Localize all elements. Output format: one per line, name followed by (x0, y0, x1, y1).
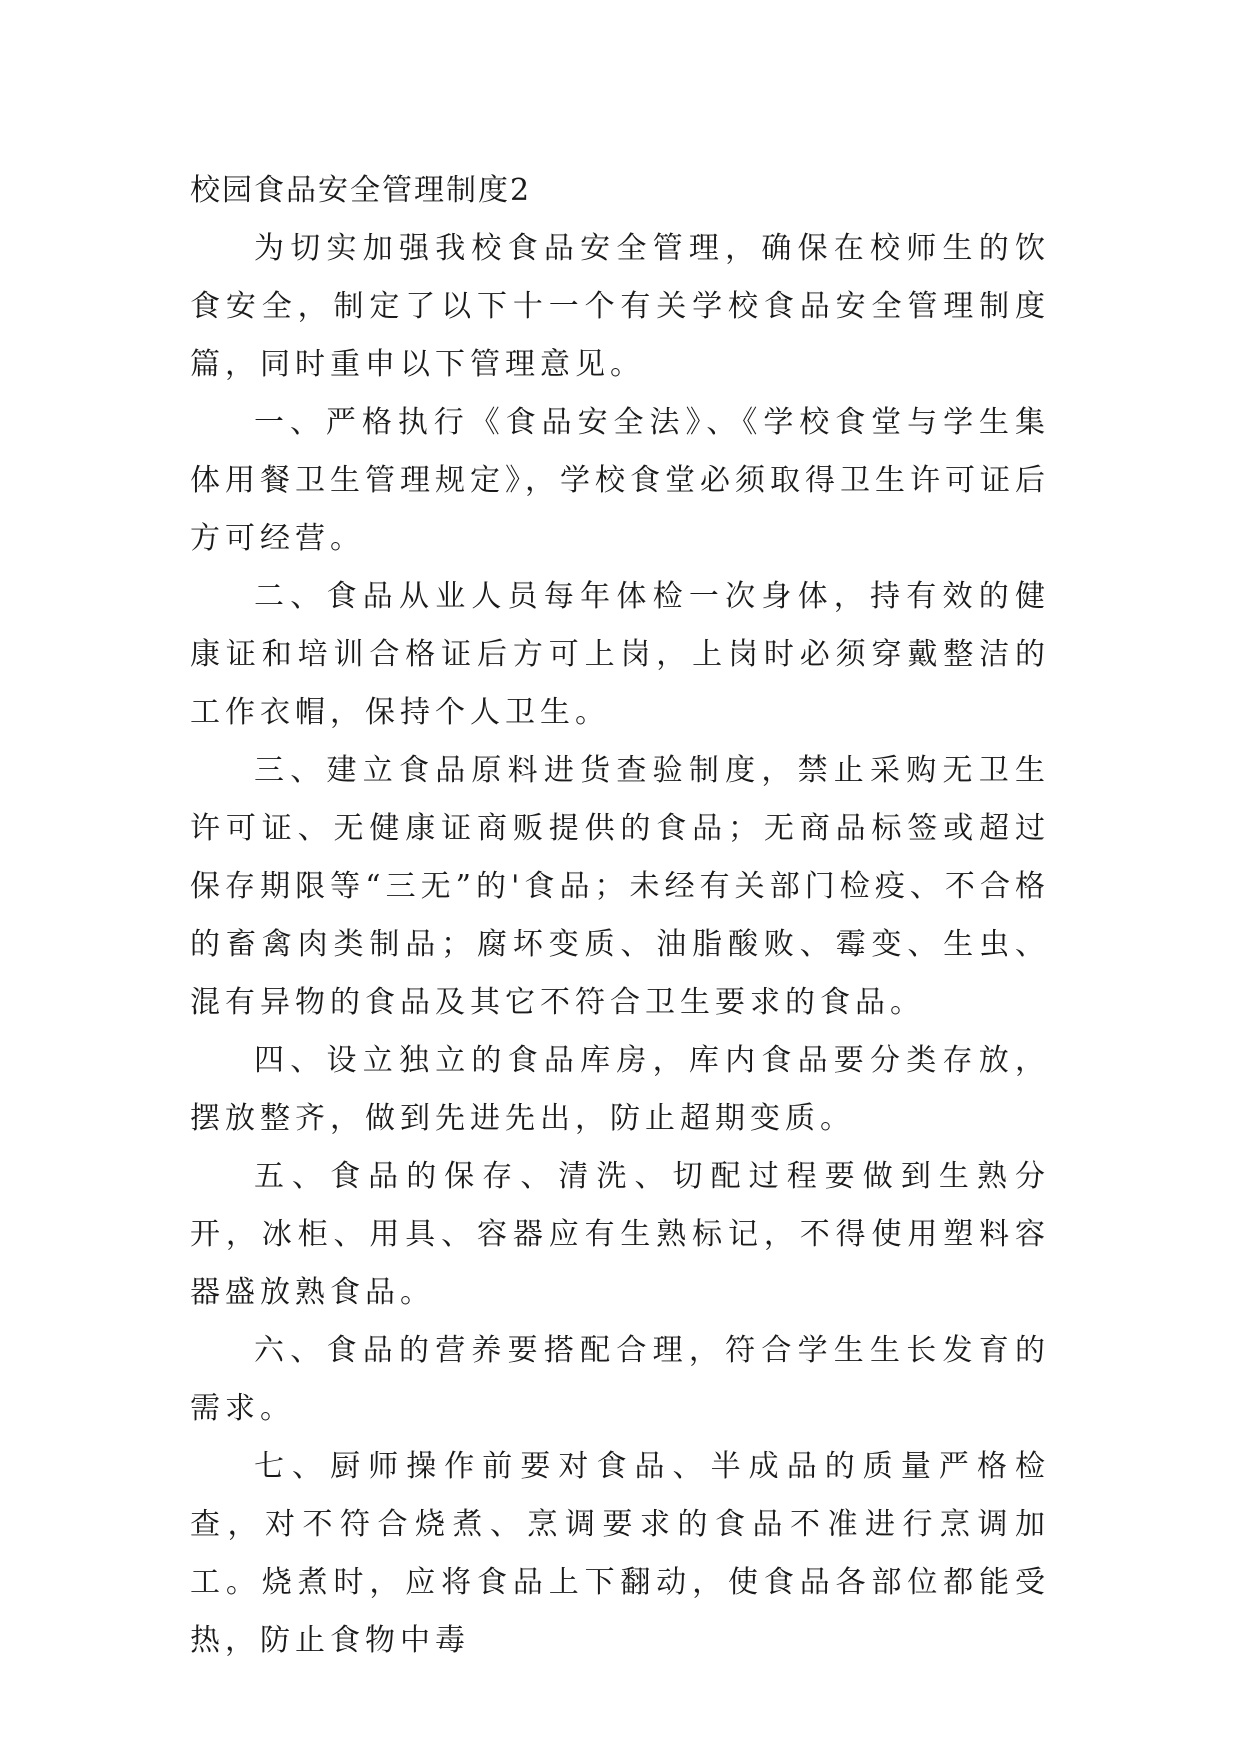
paragraph-rule-3: 三、建立食品原料进货查验制度，禁止采购无卫生许可证、无健康证商贩提供的食品；无商品标签或超过保存期限等“三无”的'食品；未经有关部门检疫、不合格的畜禽肉类制品；腐坏变质、油脂酸败、霉变、生虫、混有异物的食品及其它不符合卫生要求的食品。 (190, 753, 1050, 1020)
document-body (190, 162, 1050, 1670)
paragraph-intro: 为切实加强我校食品安全管理，确保在校师生的饮食安全，制定了以下十一个有关学校食品安全管理制度篇，同时重申以下管理意见。 (190, 231, 1050, 382)
document-title: 校园食品安全管理制度2 (190, 173, 532, 208)
paragraph-rule-1: 一、严格执行《食品安全法》、《学校食堂与学生集体用餐卫生管理规定》，学校食堂必须取得卫生许可证后方可经营。 (190, 405, 1050, 556)
paragraph-rule-4: 四、设立独立的食品库房，库内食品要分类存放，摆放整齐，做到先进先出，防止超期变质。 (190, 1043, 1050, 1136)
paragraph-rule-7: 七、厨师操作前要对食品、半成品的质量严格检查，对不符合烧煮、烹调要求的食品不准进行烹调加工。烧煮时，应将食品上下翻动，使食品各部位都能受热，防止食物中毒 (190, 1449, 1050, 1658)
paragraph-rule-5: 五、食品的保存、清洗、切配过程要做到生熟分开，冰柜、用具、容器应有生熟标记，不得使用塑料容器盛放熟食品。 (190, 1159, 1050, 1310)
paragraph-rule-6: 六、食品的营养要搭配合理，符合学生生长发育的需求。 (190, 1333, 1050, 1426)
paragraph-rule-2: 二、食品从业人员每年体检一次身体，持有效的健康证和培训合格证后方可上岗，上岗时必须穿戴整洁的工作衣帽，保持个人卫生。 (190, 579, 1050, 730)
